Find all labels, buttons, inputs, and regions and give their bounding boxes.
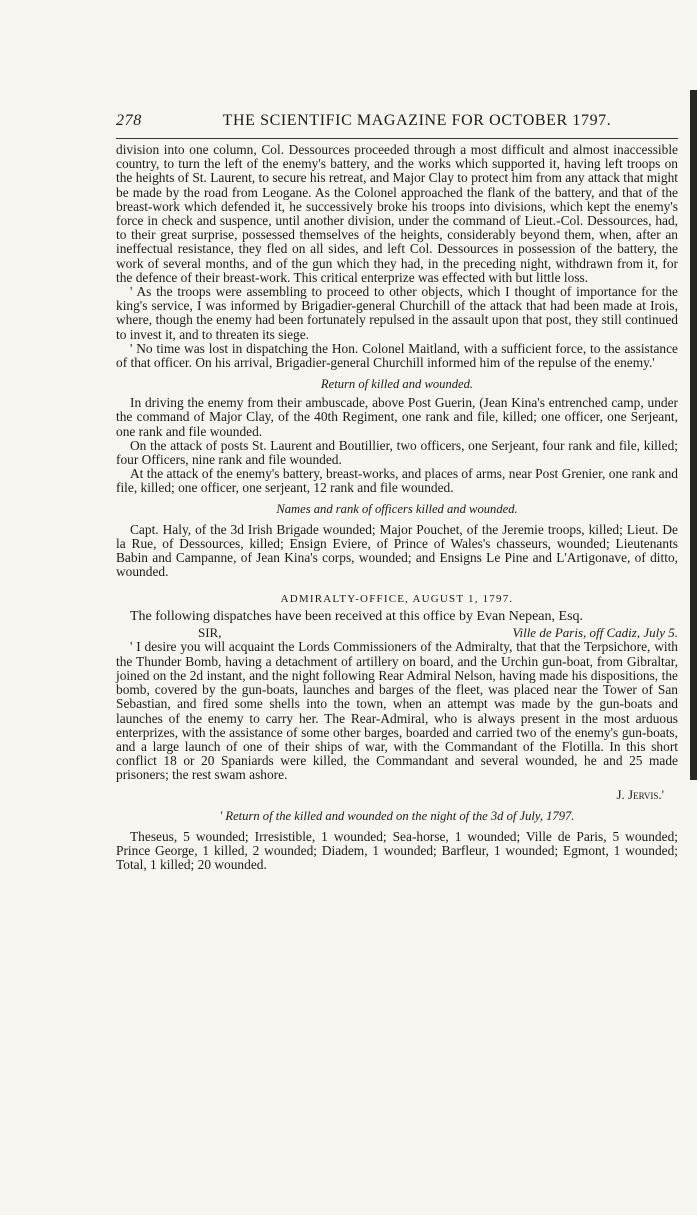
- page: [116, 112, 678, 872]
- page-edge-shadow: [690, 90, 697, 780]
- salutation-text: SIR,: [198, 625, 222, 641]
- return-entry: In driving the enemy from their ambuscade, above Post Guerin, (Jean Kina's entrenched camp, under the command of Major Clay, of the 40th Regiment, one rank and file, killed; one officer, one Serjeant, one rank and file wounded.: [116, 395, 678, 439]
- return-entry: At the attack of the enemy's battery, breast-works, and places of arms, near Post Grenier, one rank and file, killed; one officer, one serjeant, 12 rank and file wounded.: [116, 466, 678, 496]
- running-header: [116, 112, 678, 136]
- admiralty-lead: The following dispatches have been received at this office by Evan Nepean, Esq.: [130, 609, 584, 625]
- return-caption: Return of killed and wounded.: [320, 377, 474, 392]
- return-entry: On the attack of posts St. Laurent and Boutillier, two officers, one Serjeant, four rank and file, killed; four Officers, nine rank and file wounded.: [116, 437, 678, 468]
- header-rule: [116, 138, 678, 139]
- officers-caption: Names and rank of officers killed and wounded.: [276, 501, 518, 516]
- letter-salutation: [116, 626, 678, 640]
- admiralty-return-caption: ' Return of the killed and wounded on the night of the 3d of July, 1797.: [219, 808, 575, 823]
- paragraph: ' No time was lost in dispatching the Hon. Colonel Maitland, with a sufficient force, to the assistance of that officer. On his arrival, Brigadier-general Churchill informed him of the repulse of the enemy.': [116, 340, 678, 371]
- running-title: THE SCIENTIFIC MAGAZINE FOR OCTOBER 1797.: [222, 112, 612, 129]
- officers-paragraph: Capt. Haly, of the 3d Irish Brigade wounded; Major Pouchet, of the Jeremie troops, killed; Lieut. De la Rue, of Dessources, killed; Ensign Eviere, of Prince of Wales's chasseurs, wounded; Lieutenants Babin and Campanne, of Jean Kina's corps, wounded; and Ensigns Le Pine and L'Artigonave, of ditto, wounded.: [116, 521, 678, 580]
- place-date: Ville de Paris, off Cadiz, July 5.: [512, 625, 678, 641]
- paragraph: division into one column, Col. Dessources proceeded through a most difficult and almost inaccessible country, to turn the left of the enemy's battery, and the works which supported it, having left troops on the heights of St. Laurent, to secure his retreat, and Major Clay to protect him from any attack that might be made by the road from Leogane. As the Colonel approached the flank of the battery, and that of the breast-work which defended it, he successively broke his troops into divisions, which kept the enemy's force in check and suspence, until another division, under the command of Lieut.-Col. Dessources, had, to their great surprise, possessed themselves of the heights, considerably beyond them, when, after an ineffectual resistance, they fled on all sides, and left Col. Dessources in possession of the battery, the work of several months, and of the gun which they had, in the preceding night, withdrawn from it, for the defence of their breast-work. This critical enterprize was effected with but little loss.: [116, 142, 678, 285]
- admiralty-return-text: Theseus, 5 wounded; Irresistible, 1 wounded; Sea-horse, 1 wounded; Ville de Paris, 5 wounded; Prince George, 1 killed, 2 wounded; Diadem, 1 wounded; Barfleur, 1 wounded; Egmont, 1 wounded; Total, 1 killed; 20 wounded.: [116, 828, 678, 872]
- paragraph: ' As the troops were assembling to proceed to other objects, which I thought of importance for the king's service, I was informed by Brigadier-general Churchill of the attack that had been made at Irois, where, though the enemy had been fortunately repulsed in the assault upon that post, they still continued to invest it, and to threaten its siege.: [116, 284, 678, 342]
- admiralty-heading: ADMIRALTY-OFFICE, AUGUST 1, 1797.: [280, 593, 514, 606]
- letter-body: ' I desire you will acquaint the Lords Commissioners of the Admiralty, that that the Terpsichore, with the Thunder Bomb, having a detachment of artillery on board, and the Urchin gun-boat, from Gibraltar, joined on the 2d instant, and the night following Rear Admiral Nelson, having made his dispositions, the bomb, covered by the gun-boats, launches and barges of the fleet, was placed near the Tower of San Sebastian, and fired some shells into the town, when an attempt was made by the gun-boats and launches of the enemy to carry her. The Rear-Admiral, who is always present in the most arduous enterprizes, with the assistance of some other barges, boarded and carried two of the enemy's gun-boats, and a large launch of one of their ships of war, with the Commandant of the Flotilla. In this short conflict 18 or 20 Spaniards were killed, the Commandant and several wounded, he and 25 made prisoners; the rest swam ashore.: [116, 639, 678, 783]
- signature: J. Jervis.': [616, 786, 664, 802]
- page-number: 278: [116, 112, 142, 129]
